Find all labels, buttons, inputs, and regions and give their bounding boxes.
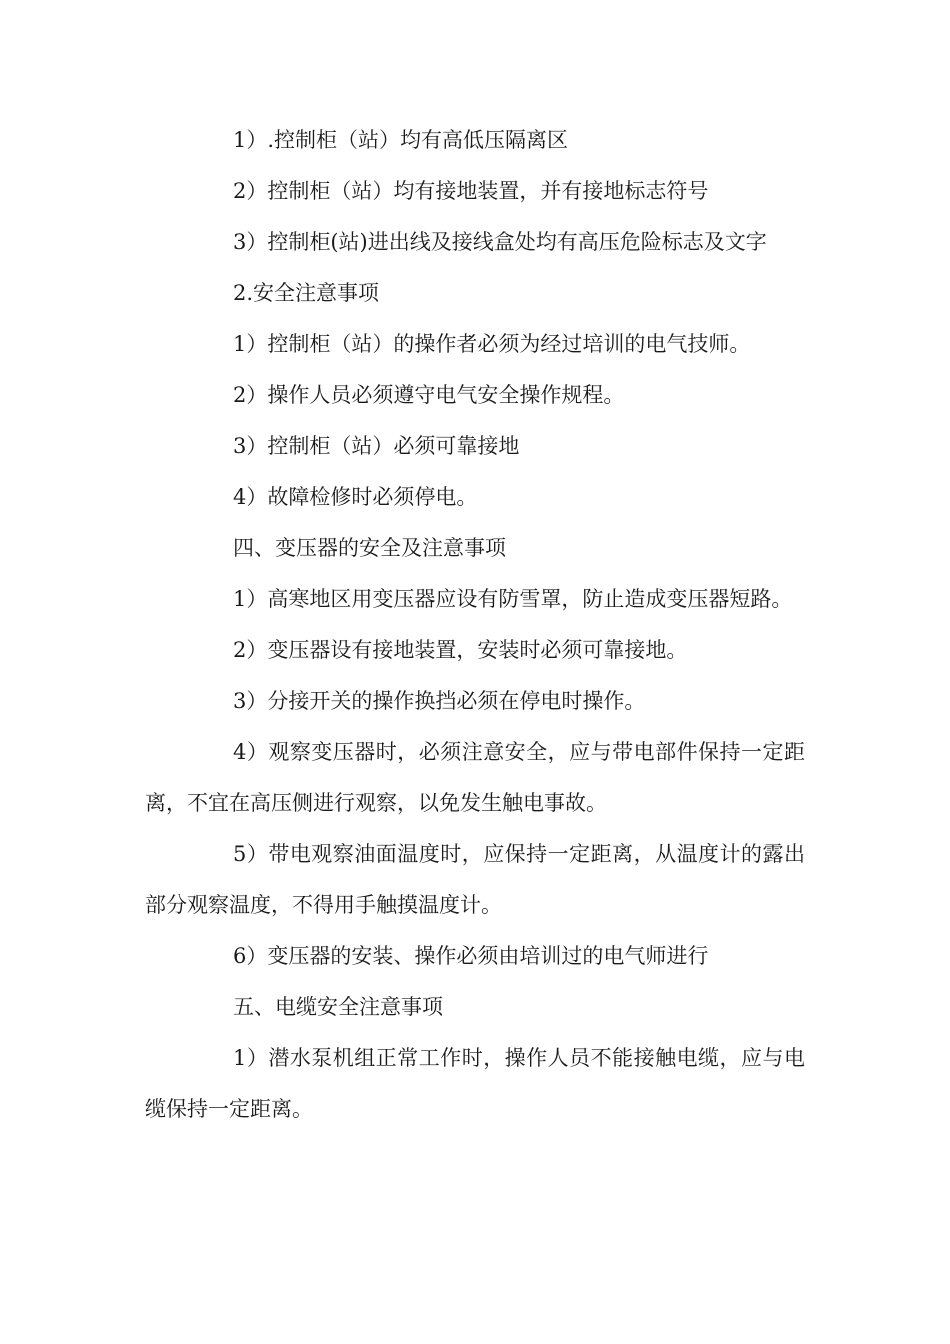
- paragraph-8: 4）故障检修时必须停电。: [233, 485, 478, 509]
- paragraph-5: 1）控制柜（站）的操作者必须为经过培训的电气技师。: [233, 332, 751, 356]
- paragraph-10: 1）高寒地区用变压器应设有防雪罩，防止造成变压器短路。: [233, 587, 793, 611]
- paragraph-11: 2）变压器设有接地装置，安装时必须可靠接地。: [233, 638, 688, 662]
- section-heading-safety-notes: 2.安全注意事项: [233, 281, 380, 305]
- paragraph-13: 4）观察变压器时，必须注意安全，应与带电部件保持一定距离，不宜在高压侧进行观察，以免发生触电事故。: [145, 740, 805, 815]
- paragraph-15: 6）变压器的安装、操作必须由培训过的电气师进行: [233, 944, 709, 968]
- section-heading-cable: 五、电缆安全注意事项: [233, 995, 443, 1019]
- paragraph-1: 1）.控制柜（站）均有高低压隔离区: [233, 128, 569, 152]
- paragraph-2: 2）控制柜（站）均有接地装置，并有接地标志符号: [233, 179, 709, 203]
- paragraph-6: 2）操作人员必须遵守电气安全操作规程。: [233, 383, 625, 407]
- section-heading-transformer: 四、变压器的安全及注意事项: [233, 536, 506, 560]
- paragraph-17: 1）潜水泵机组正常工作时，操作人员不能接触电缆，应与电缆保持一定距离。: [145, 1046, 805, 1121]
- paragraph-12: 3）分接开关的操作换挡必须在停电时操作。: [233, 689, 646, 713]
- document-body: [145, 115, 805, 1135]
- paragraph-14: 5）带电观察油面温度时，应保持一定距离，从温度计的露出部分观察温度，不得用手触摸温度计。: [145, 842, 805, 917]
- paragraph-7: 3）控制柜（站）必须可靠接地: [233, 434, 520, 458]
- paragraph-3: 3）控制柜(站)进出线及接线盒处均有高压危险标志及文字: [233, 230, 767, 254]
